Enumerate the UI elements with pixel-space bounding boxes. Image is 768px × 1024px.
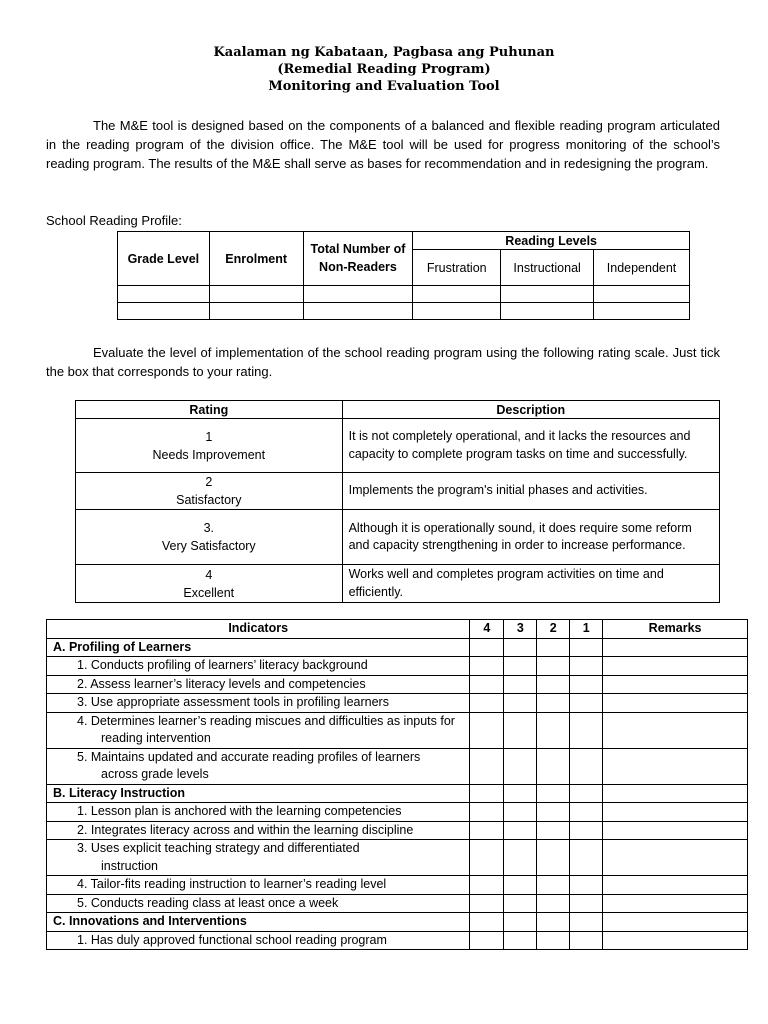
rating-2-box[interactable]: [537, 803, 570, 822]
rating-3-box[interactable]: [504, 748, 537, 784]
indicator-text: 1. Has duly approved functional school reading program: [47, 931, 470, 950]
rating-cell: [76, 510, 343, 565]
rating-2-box[interactable]: [537, 876, 570, 895]
rating-3-box[interactable]: [504, 657, 537, 676]
rating-cell: [76, 419, 343, 473]
indicator-row: [47, 748, 748, 784]
school-reading-profile-table: [117, 231, 690, 320]
total-cell[interactable]: [303, 303, 413, 320]
school-reading-profile-label: School Reading Profile:: [46, 213, 182, 228]
rating-3-box[interactable]: [504, 931, 537, 950]
rating-4-box[interactable]: [470, 657, 504, 676]
rating-cell: [76, 473, 343, 510]
header-instructional: Instructional: [501, 250, 594, 286]
indicator-row: [47, 821, 748, 840]
remarks-cell[interactable]: [603, 638, 748, 657]
rating-3-box[interactable]: [504, 876, 537, 895]
header-rating-3: 3: [504, 620, 537, 639]
rating-description: It is not completely operational, and it lacks the resources and capacity to complete program tasks on time and successfully.: [342, 419, 719, 473]
indicator-row: [47, 840, 748, 876]
header-rating: Rating: [76, 401, 343, 419]
indicator-text: 1. Conducts profiling of learners’ literacy background: [47, 657, 470, 676]
remarks-cell[interactable]: [603, 876, 748, 895]
section-a-title: A. Profiling of Learners: [47, 638, 470, 657]
indicator-text: 2. Integrates literacy across and within the learning discipline: [47, 821, 470, 840]
remarks-cell[interactable]: [603, 913, 748, 932]
doc-title-line-3: Monitoring and Evaluation Tool: [268, 79, 500, 94]
indicator-text: 5. Conducts reading class at least once a week: [47, 894, 470, 913]
enrolment-cell[interactable]: [209, 286, 303, 303]
rating-3-box[interactable]: [504, 840, 537, 876]
rating-4-box[interactable]: [470, 638, 504, 657]
rating-number: 4: [205, 567, 213, 582]
indicator-text: 3. Uses explicit teaching strategy and differentiated instruction: [47, 840, 470, 876]
rating-2-box[interactable]: [537, 821, 570, 840]
indicator-row: [47, 803, 748, 822]
grade-cell[interactable]: [118, 303, 210, 320]
rating-2-box[interactable]: [537, 712, 570, 748]
rating-3-box[interactable]: [504, 803, 537, 822]
rating-1-box[interactable]: [570, 913, 603, 932]
header-description: Description: [342, 401, 719, 419]
rating-3-box[interactable]: [504, 694, 537, 713]
independent-cell[interactable]: [594, 303, 690, 320]
rating-4-box[interactable]: [470, 840, 504, 876]
rating-number: 3.: [203, 521, 215, 535]
total-cell[interactable]: [303, 286, 413, 303]
indicator-text: 2. Assess learner’s literacy levels and competencies: [47, 675, 470, 694]
rating-description: Although it is operationally sound, it does require some reform and capacity strengthening in order to increase performance.: [342, 510, 719, 565]
indicator-row: [47, 675, 748, 694]
rating-1-box[interactable]: [570, 784, 603, 803]
remarks-cell[interactable]: [603, 712, 748, 748]
remarks-cell[interactable]: [603, 657, 748, 676]
remarks-cell[interactable]: [603, 894, 748, 913]
rating-4-box[interactable]: [470, 894, 504, 913]
header-independent: Independent: [594, 250, 690, 286]
rating-1-box[interactable]: [570, 840, 603, 876]
independent-cell[interactable]: [594, 286, 690, 303]
table-row: [118, 303, 690, 320]
rating-1-box[interactable]: [570, 803, 603, 822]
doc-title-line-2: (Remedial Reading Program): [277, 62, 491, 77]
rating-2-box[interactable]: [537, 894, 570, 913]
header-rating-4: 4: [470, 620, 504, 639]
section-row: [47, 638, 748, 657]
indicator-row: [47, 894, 748, 913]
header-enrolment: Enrolment: [209, 232, 303, 286]
rating-3-box[interactable]: [504, 712, 537, 748]
rating-scale-table: [75, 400, 720, 603]
rating-2-box[interactable]: [537, 638, 570, 657]
rating-2-box[interactable]: [537, 748, 570, 784]
header-frustration: Frustration: [413, 250, 501, 286]
header-grade-level: Grade Level: [118, 232, 210, 286]
rating-3-box[interactable]: [504, 894, 537, 913]
header-total-non-readers: Total Number of Non-Readers: [303, 232, 413, 286]
rating-4-box[interactable]: [470, 931, 504, 950]
remarks-cell[interactable]: [603, 784, 748, 803]
rating-row: [76, 565, 720, 603]
rating-3-box[interactable]: [504, 675, 537, 694]
rating-1-box[interactable]: [570, 931, 603, 950]
indicator-row: [47, 657, 748, 676]
rating-3-box[interactable]: [504, 821, 537, 840]
rating-4-box[interactable]: [470, 821, 504, 840]
grade-cell[interactable]: [118, 286, 210, 303]
remarks-cell[interactable]: [603, 821, 748, 840]
table-row: [118, 286, 690, 303]
indicator-text: 5. Maintains updated and accurate reading profiles of learners across grade levels: [47, 748, 470, 784]
rating-number: 1: [205, 429, 213, 444]
header-reading-levels: Reading Levels: [413, 232, 690, 250]
rating-4-box[interactable]: [470, 876, 504, 895]
rating-2-box[interactable]: [537, 657, 570, 676]
instructional-cell[interactable]: [501, 303, 594, 320]
header-remarks: Remarks: [603, 620, 748, 639]
remarks-cell[interactable]: [603, 803, 748, 822]
indicator-text: 4. Determines learner’s reading miscues and difficulties as inputs for reading intervention: [47, 712, 470, 748]
rating-2-box[interactable]: [537, 840, 570, 876]
rating-2-box[interactable]: [537, 784, 570, 803]
evaluate-paragraph: Evaluate the level of implementation of the school reading program using the following rating scale. Just tick the box that corresponds to your rating.: [46, 345, 720, 379]
rating-label: Needs Improvement: [152, 447, 266, 462]
rating-3-box[interactable]: [504, 638, 537, 657]
rating-4-box[interactable]: [470, 913, 504, 932]
rating-1-box[interactable]: [570, 876, 603, 895]
rating-2-box[interactable]: [537, 675, 570, 694]
rating-1-box[interactable]: [570, 894, 603, 913]
frustration-cell[interactable]: [413, 286, 501, 303]
rating-4-box[interactable]: [470, 675, 504, 694]
rating-2-box[interactable]: [537, 694, 570, 713]
rating-1-box[interactable]: [570, 694, 603, 713]
header-indicators: Indicators: [47, 620, 470, 639]
remarks-cell[interactable]: [603, 840, 748, 876]
section-row: [47, 913, 748, 932]
remarks-cell[interactable]: [603, 748, 748, 784]
frustration-cell[interactable]: [413, 303, 501, 320]
remarks-cell[interactable]: [603, 931, 748, 950]
header-rating-2: 2: [537, 620, 570, 639]
indicator-row: [47, 931, 748, 950]
rating-4-box[interactable]: [470, 712, 504, 748]
rating-1-box[interactable]: [570, 821, 603, 840]
rating-row: [76, 419, 720, 473]
rating-3-box[interactable]: [504, 913, 537, 932]
header-rating-1: 1: [570, 620, 603, 639]
rating-4-box[interactable]: [470, 748, 504, 784]
indicator-text: 4. Tailor-fits reading instruction to learner’s reading level: [47, 876, 470, 895]
rating-4-box[interactable]: [470, 694, 504, 713]
rating-number: 2: [205, 475, 213, 489]
rating-1-box[interactable]: [570, 657, 603, 676]
enrolment-cell[interactable]: [209, 303, 303, 320]
rating-row: [76, 510, 720, 565]
section-row: [47, 784, 748, 803]
indicator-row: [47, 694, 748, 713]
rating-label: Excellent: [183, 585, 235, 600]
indicator-row: [47, 876, 748, 895]
indicators-table: [46, 619, 748, 950]
rating-row: [76, 473, 720, 510]
rating-label: Very Satisfactory: [161, 539, 256, 553]
intro-paragraph: The M&E tool is designed based on the components of a balanced and flexible reading program articulated in the reading program of the division office. The M&E tool will be used for progress monitoring of the school’s reading program. The results of the M&E shall serve as bases for recommendation and in redesigning the program.: [46, 118, 720, 171]
rating-4-box[interactable]: [470, 784, 504, 803]
rating-cell: [76, 565, 343, 603]
indicator-row: [47, 712, 748, 748]
rating-description: Implements the program's initial phases and activities.: [342, 473, 719, 510]
instructional-cell[interactable]: [501, 286, 594, 303]
rating-1-box[interactable]: [570, 638, 603, 657]
remarks-cell[interactable]: [603, 694, 748, 713]
rating-1-box[interactable]: [570, 748, 603, 784]
remarks-cell[interactable]: [603, 675, 748, 694]
rating-label: Satisfactory: [176, 493, 242, 507]
section-b-title: B. Literacy Instruction: [47, 784, 470, 803]
rating-3-box[interactable]: [504, 784, 537, 803]
indicator-text: 3. Use appropriate assessment tools in profiling learners: [47, 694, 470, 713]
rating-2-box[interactable]: [537, 931, 570, 950]
section-c-title: C. Innovations and Interventions: [47, 913, 470, 932]
rating-1-box[interactable]: [570, 712, 603, 748]
rating-description: Works well and completes program activities on time and efficiently.: [342, 565, 719, 603]
doc-title-line-1: Kaalaman ng Kabataan, Pagbasa ang Puhunan: [213, 45, 555, 60]
rating-1-box[interactable]: [570, 675, 603, 694]
rating-4-box[interactable]: [470, 803, 504, 822]
rating-2-box[interactable]: [537, 913, 570, 932]
indicator-text: 1. Lesson plan is anchored with the learning competencies: [47, 803, 470, 822]
